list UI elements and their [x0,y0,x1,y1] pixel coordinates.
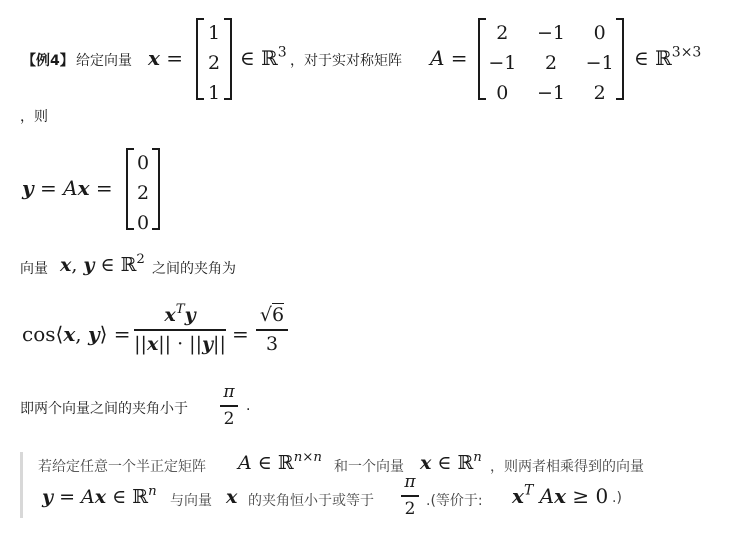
equals-sign: = [232,322,249,346]
matrix-cell: −1 [585,52,614,74]
pi-over-2 [220,384,238,428]
real-symmetric-text: ，对于实对称矩阵 [290,53,402,69]
x-vector-matrix [196,18,232,104]
pi-symbol: π [223,382,235,402]
A-in-rnxn: A ∈ ℝ$^{n\times n}$ [238,450,322,474]
note-line2-a: 与向量 [170,493,212,509]
sqrt-six: √6 [259,304,285,326]
two: 2 [404,498,416,519]
conclusion-text: 即两个向量之间的夹角小于 [20,401,188,417]
matrix-cell: 2 [136,182,150,204]
dim-3x3: 3×3 [671,44,702,61]
matrix-cell: −1 [536,22,565,44]
example-label: 【例4】 [22,53,74,69]
matrix-cell: 2 [207,52,221,74]
pi-over-2 [401,474,419,518]
note-line1-c: ，则两者相乘得到的向量 [490,459,644,475]
dim-nxn: n×n [293,450,322,466]
matrix-cell: 1 [207,82,221,104]
numerator: $x^Ty$ [164,302,196,326]
cos-fraction [134,302,226,355]
x-eq: x = [148,46,184,70]
dim-2: 2 [136,252,145,268]
matrix-cell: 0 [136,212,150,234]
matrix-cell: 0 [593,22,606,44]
note-line2-d: .) [612,490,622,506]
real-space-symbol: ℝ [261,46,278,70]
real-space-symbol: ℝ [120,254,137,276]
fraction-bar [220,405,238,407]
A-eq: A = [430,46,468,70]
x-in-rn: x ∈ ℝ$^n$ [420,450,482,474]
then-text: ，则 [20,109,48,125]
real-space-symbol: ℝ [655,46,672,70]
A-matrix [478,18,624,104]
real-space-symbol: ℝ [457,452,474,474]
denominator: ||x|| · ||y|| [134,332,226,355]
fraction-bar [401,495,419,497]
matrix-cell: −1 [488,52,517,74]
period: . [246,398,251,414]
matrix-cell: −1 [536,82,565,104]
given-vector-text: 给定向量 [76,53,132,69]
y-eq-Ax: y = Ax = [22,176,113,200]
note-line2-b: 的夹角恒小于或等于 [248,493,374,509]
quote-bar [20,452,23,518]
in-r3: ∈ ℝ$^3$ [240,44,287,70]
y-Ax-in-rn: y = Ax ∈ ℝ$^n$ [42,484,157,508]
real-space-symbol: ℝ [132,486,149,508]
matrix-cell: 0 [136,152,150,174]
pi-symbol: π [404,472,416,492]
note-line1-b: 和一个向量 [334,459,404,475]
vector-intro-text: 向量 [20,261,48,277]
xTAx-geq-0: $x^T$ Ax ≥ 0 [512,482,609,508]
dim-n: n [473,450,482,466]
real-space-symbol: ℝ [277,452,294,474]
sqrt-fraction [256,306,288,354]
two: 2 [223,408,235,429]
y-vector-matrix [126,148,160,234]
matrix-cell: 1 [207,22,221,44]
cos-angle: cos⟨x, y⟩ = [22,322,131,346]
note-line2-c: .(等价于: [426,493,483,509]
note-line1-a: 若给定任意一个半正定矩阵 [38,459,206,475]
fraction-bar [134,329,226,331]
matrix-cell: 2 [544,52,558,74]
fraction-bar [256,329,288,331]
dim-3: 3 [277,44,287,61]
matrix-cell: 2 [496,22,509,44]
dim-n: n [148,484,157,500]
matrix-cell: 2 [593,82,606,104]
in-r3x3: ∈ ℝ$^{3\times 3}$ [634,44,702,70]
matrix-cell: 0 [496,82,509,104]
x-vector: x [226,486,238,508]
xy-in-r2: x, y ∈ ℝ$^2$ [60,252,145,276]
denominator-3: 3 [265,332,279,355]
angle-between-text: 之间的夹角为 [152,261,236,277]
